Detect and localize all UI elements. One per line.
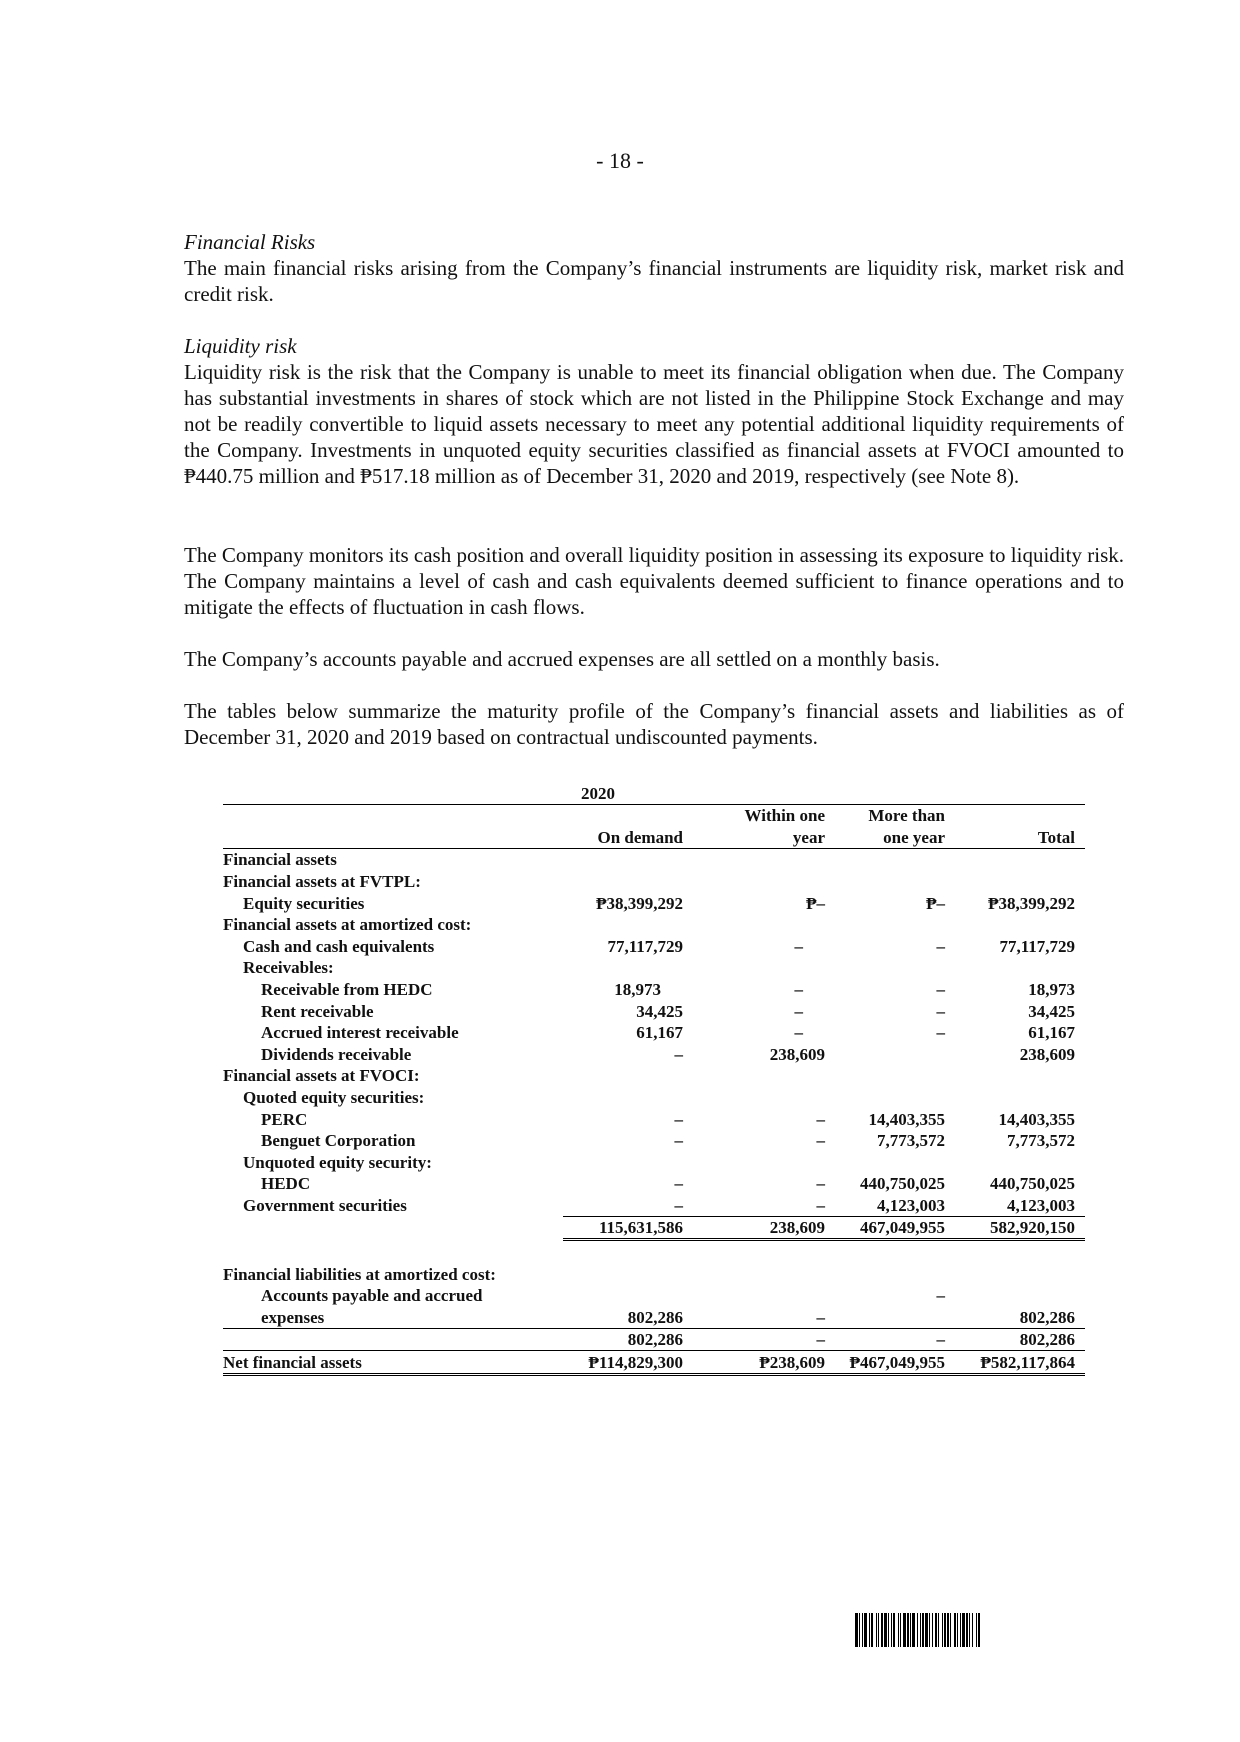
- table-row: [223, 1285, 1085, 1307]
- net-total: ₱582,117,864: [955, 1351, 1085, 1375]
- cell-on-demand: –: [674, 1044, 683, 1064]
- liquidity-paragraph-3: The Company’s accounts payable and accrued expenses are all settled on a monthly basis.: [184, 647, 940, 671]
- row-label: Net financial assets: [223, 1351, 563, 1375]
- section-fvtpl: Financial assets at FVTPL:: [223, 871, 421, 891]
- subtotal-more-than-one-year: –: [825, 1328, 955, 1351]
- table-row: [223, 1000, 1085, 1022]
- liquidity-paragraph-3-block: [184, 646, 1124, 672]
- financial-risks-section: [184, 229, 1124, 307]
- header-on-demand: On demand: [563, 826, 693, 848]
- row-label: Receivable from HEDC: [261, 979, 433, 999]
- cell-on-demand: –: [674, 1109, 683, 1129]
- liquidity-paragraph-4-block: [184, 698, 1124, 750]
- net-more-than-one-year: ₱467,049,955: [825, 1351, 955, 1375]
- row-label: Benguet Corporation: [261, 1131, 416, 1151]
- cell-within-one-year: –: [816, 1195, 825, 1215]
- cell-more-than-one-year: 4,123,003: [877, 1195, 945, 1215]
- section-financial-liabilities: Financial liabilities at amortized cost:: [223, 1264, 496, 1284]
- section-fvoci: Financial assets at FVOCI:: [223, 1066, 420, 1086]
- cell-more-than-one-year: –: [936, 1001, 945, 1021]
- liquidity-paragraph-2-block: [184, 542, 1124, 620]
- cell-total: 440,750,025: [990, 1174, 1075, 1194]
- maturity-profile-table: [223, 782, 1085, 1376]
- subtotal-assets-row: [223, 1216, 1085, 1240]
- header-total: Total: [955, 826, 1085, 848]
- table-header-row-2: [223, 826, 1085, 848]
- cell-on-demand: 18,973: [614, 979, 661, 999]
- cell-more-than-one-year: –: [936, 936, 945, 956]
- subtotal-liabilities-row: [223, 1328, 1085, 1351]
- cell-more-than-one-year: 14,403,355: [868, 1109, 945, 1129]
- row-label: Cash and cash equivalents: [243, 936, 435, 956]
- cell-within-one-year: –: [794, 979, 803, 999]
- table-row: [223, 914, 1085, 936]
- cell-within-one-year: –: [794, 1001, 803, 1021]
- section-quoted-equity: Quoted equity securities:: [243, 1087, 425, 1107]
- table-row: [223, 848, 1085, 870]
- table-row: [223, 978, 1085, 1000]
- table-row: [223, 1306, 1085, 1328]
- cell-more-than-one-year: –: [936, 1286, 945, 1306]
- header-within-line2: year: [693, 826, 825, 848]
- cell-within-one-year: ₱–: [806, 893, 825, 913]
- net-within-one-year: ₱238,609: [693, 1351, 825, 1375]
- row-label: Equity securities: [243, 893, 365, 913]
- table-header-row-1: [223, 804, 1085, 826]
- cell-total: 77,117,729: [999, 936, 1075, 956]
- table-row: [223, 1086, 1085, 1108]
- row-label: expenses: [261, 1307, 325, 1327]
- cell-total: 7,773,572: [1007, 1131, 1075, 1151]
- table-row: [223, 957, 1085, 979]
- cell-on-demand: 61,167: [636, 1023, 683, 1043]
- financial-risks-body: The main financial risks arising from the Company’s financial instruments are liquidity risk, market risk and credit risk.: [184, 256, 1124, 306]
- table-row: [223, 1263, 1085, 1285]
- cell-total: 4,123,003: [1007, 1195, 1075, 1215]
- cell-total: ₱38,399,292: [988, 893, 1075, 913]
- table-row: [223, 892, 1085, 914]
- cell-total: 14,403,355: [998, 1109, 1075, 1129]
- subtotal-within-one-year: –: [693, 1328, 825, 1351]
- section-receivables: Receivables:: [243, 958, 334, 978]
- cell-more-than-one-year: ₱–: [926, 893, 945, 913]
- liquidity-paragraph-1: Liquidity risk is the risk that the Company is unable to meet its financial obligation when due. The Company has substantial investments in shares of stock which are not listed in the Philippine Stock Exchange and may not be readily convertible to liquid assets necessary to meet any potential additional liquidity requirements of the Company. Investments in unquoted equity securities classified as financial assets at FVOCI amounted to ₱440.75 million and ₱517.18 million as of December 31, 2020 and 2019, respectively (see Note 8).: [184, 360, 1124, 488]
- liquidity-paragraph-4: The tables below summarize the maturity profile of the Company’s financial assets and liabilities as of December 31, 2020 and 2019 based on contractual undiscounted payments.: [184, 699, 1124, 749]
- subtotal-total: 802,286: [955, 1328, 1085, 1351]
- table-row: [223, 935, 1085, 957]
- cell-total: 61,167: [1028, 1023, 1075, 1043]
- cell-on-demand: 77,117,729: [607, 936, 683, 956]
- cell-on-demand: ₱38,399,292: [596, 893, 683, 913]
- cell-total: 34,425: [1028, 1001, 1075, 1021]
- cell-more-than-one-year: –: [936, 1023, 945, 1043]
- header-more-line1: More than: [868, 806, 945, 826]
- row-label: Government securities: [243, 1196, 407, 1216]
- table-row: [223, 1043, 1085, 1065]
- cell-on-demand: 34,425: [636, 1001, 683, 1021]
- table-row: [223, 1108, 1085, 1130]
- liquidity-paragraph-2: The Company monitors its cash position and overall liquidity position in assessing its exposure to liquidity risk. The Company maintains a level of cash and cash equivalents deemed sufficient to finance operations and to mitigate the effects of fluctuation in cash flows.: [184, 543, 1124, 619]
- subtotal-on-demand: 802,286: [563, 1328, 693, 1351]
- net-financial-assets-row: [223, 1351, 1085, 1375]
- table-row: [223, 1130, 1085, 1152]
- table-row: [223, 870, 1085, 892]
- subtotal-within-one-year: 238,609: [693, 1216, 825, 1240]
- table-row: [223, 1151, 1085, 1173]
- cell-more-than-one-year: 440,750,025: [860, 1174, 945, 1194]
- table-row: [223, 1194, 1085, 1216]
- row-label: Accounts payable and accrued: [261, 1286, 483, 1306]
- cell-on-demand: –: [674, 1174, 683, 1194]
- cell-more-than-one-year: [825, 1043, 955, 1065]
- table-row: [223, 1173, 1085, 1195]
- liquidity-risk-heading: Liquidity risk: [184, 334, 297, 358]
- maturity-profile-table-wrap: [223, 782, 1085, 1376]
- liquidity-risk-section: [184, 333, 1124, 489]
- cell-within-one-year: –: [794, 1023, 803, 1043]
- row-label: Dividends receivable: [261, 1044, 412, 1064]
- page-number: - 18 -: [596, 148, 644, 173]
- subtotal-more-than-one-year: 467,049,955: [825, 1216, 955, 1240]
- subtotal-total: 582,920,150: [955, 1216, 1085, 1240]
- cell-on-demand: –: [674, 1195, 683, 1215]
- cell-within-one-year: –: [816, 1174, 825, 1194]
- table-row: [223, 1022, 1085, 1044]
- header-more-line2: one year: [825, 826, 955, 848]
- row-label: Accrued interest receivable: [261, 1023, 459, 1043]
- barcode: [855, 1613, 1119, 1647]
- cell-on-demand: –: [674, 1131, 683, 1151]
- header-within-line1: Within one: [744, 806, 825, 826]
- financial-risks-heading: Financial Risks: [184, 230, 316, 254]
- section-unquoted-equity: Unquoted equity security:: [243, 1152, 432, 1172]
- cell-total: 18,973: [1028, 979, 1075, 999]
- cell-more-than-one-year: 7,773,572: [877, 1131, 945, 1151]
- row-label: HEDC: [261, 1174, 311, 1194]
- cell-on-demand: 802,286: [627, 1307, 683, 1327]
- cell-within-one-year: 238,609: [769, 1044, 825, 1064]
- subtotal-on-demand: 115,631,586: [563, 1216, 693, 1240]
- table-row: [223, 1065, 1085, 1087]
- cell-within-one-year: –: [816, 1109, 825, 1129]
- section-amortized-cost: Financial assets at amortized cost:: [223, 915, 472, 935]
- cell-total: 238,609: [1019, 1044, 1075, 1064]
- row-label: PERC: [261, 1109, 308, 1129]
- year-header: 2020: [581, 783, 615, 803]
- row-label: Rent receivable: [261, 1001, 374, 1021]
- cell-within-one-year: –: [816, 1131, 825, 1151]
- cell-more-than-one-year: –: [936, 979, 945, 999]
- barcode-stripe: [980, 1613, 982, 1647]
- net-on-demand: ₱114,829,300: [563, 1351, 693, 1375]
- cell-total: 802,286: [1019, 1307, 1075, 1327]
- section-financial-assets: Financial assets: [223, 850, 337, 870]
- table-year-row: [223, 782, 1085, 804]
- cell-within-one-year: –: [816, 1307, 825, 1327]
- cell-within-one-year: –: [794, 936, 803, 956]
